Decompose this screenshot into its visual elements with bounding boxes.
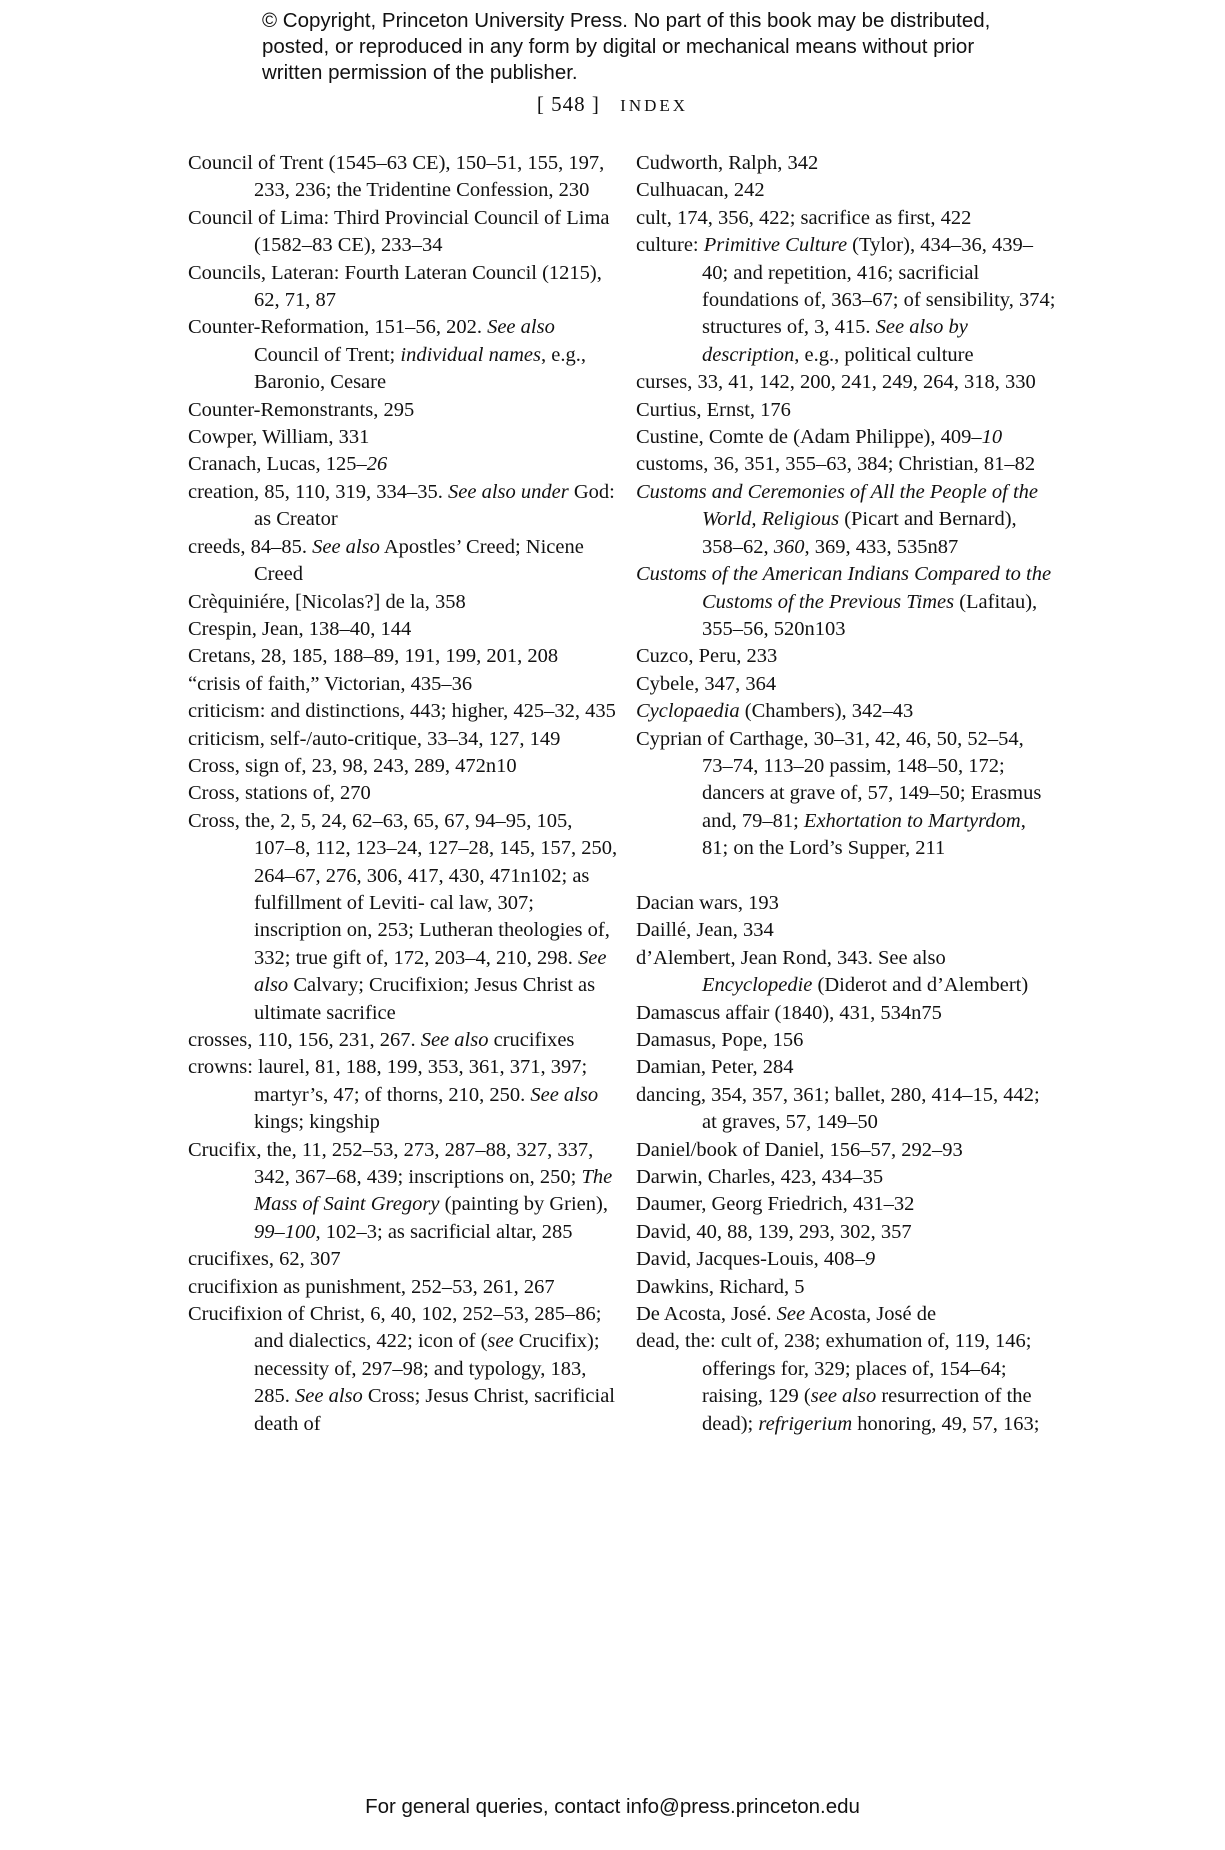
- index-entry-text: Dawkins, Richard, 5: [636, 1275, 805, 1298]
- index-entry: [636, 479, 1056, 561]
- index-entry: [636, 1274, 1056, 1301]
- index-column-left: [188, 150, 618, 1438]
- index-entry-text: customs, 36, 351, 355–63, 384; Christian, 81–82: [636, 453, 1036, 476]
- index-entry: [188, 314, 618, 396]
- index-entry: [188, 1027, 618, 1054]
- index-entry: [636, 1328, 1056, 1438]
- index-entry-text: Daillé, Jean, 334: [636, 919, 774, 942]
- index-entry-text: 9: [864, 1248, 876, 1271]
- index-entry-text: (Picart and Bernard), 358–62,: [702, 508, 1017, 558]
- index-entry: [636, 397, 1056, 424]
- index-entry: [188, 1137, 618, 1247]
- section-gap: [636, 863, 1056, 890]
- index-entry: [188, 451, 618, 478]
- index-entry-text: kings; kingship: [254, 1111, 380, 1134]
- index-entry-text: Cross, sign of, 23, 98, 243, 289, 472n10: [188, 754, 517, 777]
- index-entry: [636, 177, 1056, 204]
- index-entry-text: Cyprian of Carthage, 30–31, 42, 46, 50, 52–54, 73–74, 113–20 passim, 148–50, 172; dancers at grave of, 57, 149–50; Erasmus and, 79–81;: [636, 727, 1042, 832]
- index-entry-text: Cudworth, Ralph, 342: [636, 152, 819, 174]
- index-entry-text: Counter-Reformation, 151–56, 202.: [188, 316, 488, 339]
- index-entry-text: De Acosta, José.: [636, 1303, 777, 1326]
- index-entry-text: crowns: laurel, 81, 188, 199, 353, 361, 371, 397; martyr’s, 47; of thorns, 210, 250.: [188, 1056, 588, 1106]
- index-entry-text: Crèquiniére, [Nicolas?] de la, 358: [188, 590, 466, 613]
- index-entry-text: (Diderot and d’Alembert): [812, 974, 1029, 997]
- index-entry-text: See also: [530, 1083, 599, 1106]
- index-entry-text: Apostles’ Creed; Nicene Creed: [254, 535, 584, 586]
- index-entry-text: Daumer, Georg Friedrich, 431–32: [636, 1193, 915, 1216]
- index-entry-text: Damasus, Pope, 156: [636, 1028, 804, 1051]
- index-entry-text: Darwin, Charles, 423, 434–35: [636, 1166, 884, 1189]
- index-entry-text: See also: [420, 1029, 489, 1051]
- index-entry-text: David, 40, 88, 139, 293, 302, 357: [636, 1220, 912, 1243]
- index-entry-text: Cuzco, Peru, 233: [636, 645, 778, 668]
- index-entry: [636, 561, 1056, 643]
- index-entry-text: Acosta, José de: [805, 1303, 937, 1326]
- index-entry-text: The Mass of Saint Gregory: [254, 1166, 613, 1216]
- footer-contact: For general queries, contact info@press.princeton.edu: [365, 1795, 860, 1818]
- index-entry-text: cult, 174, 356, 422; sacrifice as first, 422: [636, 206, 972, 229]
- index-entry: [636, 1219, 1056, 1246]
- index-entry-text: (Lafitau), 355–56, 520n103: [702, 590, 1038, 640]
- index-entry-text: “crisis of faith,” Victorian, 435–36: [188, 672, 473, 695]
- index-entry-text: , e.g., Baronio, Cesare: [254, 343, 586, 394]
- index-entry: [636, 1164, 1056, 1191]
- index-entry-text: Councils, Lateran: Fourth Lateran Council (1215), 62, 71, 87: [188, 261, 602, 312]
- index-entry-text: (painting by Grien),: [439, 1193, 608, 1216]
- index-entry-text: curses, 33, 41, 142, 200, 241, 249, 264, 318, 330: [636, 371, 1036, 394]
- index-entry-text: , 369, 433, 535n87: [804, 535, 959, 558]
- index-entry: [636, 1301, 1056, 1328]
- index-entry-text: , 81; on the Lord’s Supper, 211: [702, 809, 1026, 860]
- index-entry: [188, 424, 618, 451]
- index-entry: [188, 1301, 618, 1438]
- index-entry-text: See also: [312, 535, 380, 558]
- index-entry: [188, 589, 618, 616]
- index-entry: [636, 1054, 1056, 1081]
- index-entry: [636, 890, 1056, 917]
- index-entry-text: dead, the: cult of, 238; exhumation of, 119, 146; offerings for, 329; places of, 154–64; raising, 129 (: [636, 1330, 1032, 1408]
- index-entry: [636, 726, 1056, 863]
- index-entry-text: resurrection of the dead);: [702, 1385, 1032, 1435]
- index-entry: [636, 451, 1056, 478]
- index-entry-text: criticism, self-/auto-critique, 33–34, 127, 149: [188, 727, 561, 750]
- index-entry: [188, 726, 618, 753]
- index-entry: [636, 150, 1056, 177]
- index-entry: [636, 205, 1056, 232]
- index-entry-text: (Tylor), 434–36, 439–40; and repetition, 416; sacrificial foundations of, 363–67; of sensibility, 374; structures of, 3, 415.: [702, 234, 1056, 339]
- index-entry: [636, 369, 1056, 396]
- index-entry-text: see also: [810, 1385, 877, 1408]
- index-entry-text: Crucifix); necessity of, 297–98; and typology, 183, 285.: [254, 1330, 600, 1408]
- index-entry-text: God: as Creator: [254, 480, 615, 531]
- index-entry-text: Crespin, Jean, 138–40, 144: [188, 617, 412, 640]
- index-entry-text: Encyclopedie: [702, 974, 813, 997]
- index-entry: [188, 643, 618, 670]
- index-entry-text: Cretans, 28, 185, 188–89, 191, 199, 201, 208: [188, 645, 559, 668]
- index-entry-text: Damian, Peter, 284: [636, 1056, 794, 1079]
- index-entry-text: See also under: [448, 480, 569, 503]
- index-entry-text: Cyclopaedia: [636, 700, 740, 723]
- index-entry-text: crucifixion as punishment, 252–53, 261, 267: [188, 1275, 555, 1298]
- index-entry-text: Curtius, Ernst, 176: [636, 398, 791, 421]
- index-entry-text: Council of Lima: Third Provincial Council of Lima (1582–83 CE), 233–34: [188, 206, 610, 257]
- index-entry-text: Cross, stations of, 270: [188, 782, 371, 805]
- section-title: INDEX: [620, 96, 689, 115]
- index-entry-text: Custine, Comte de (Adam Philippe), 409–: [636, 426, 982, 449]
- index-entry: [188, 671, 618, 698]
- index-entry-text: See also: [487, 316, 555, 339]
- index-entry-text: d’Alembert, Jean Rond, 343. See also: [636, 946, 946, 969]
- index-entry-text: Counter-Remonstrants, 295: [188, 398, 415, 421]
- index-entry-text: Council of Trent (1545–63 CE), 150–51, 155, 197, 233, 236; the Tridentine Confession, 230: [188, 152, 605, 202]
- index-entry-text: See: [776, 1303, 806, 1326]
- index-entry: [636, 232, 1056, 369]
- index-entry-text: Council of Trent;: [254, 343, 401, 366]
- index-entry: [188, 616, 618, 643]
- index-column-right: [636, 150, 1056, 1438]
- index-entry-text: crucifixes: [488, 1029, 575, 1051]
- index-entry-text: Calvary; Crucifixion; Jesus Christ as ultimate sacrifice: [254, 974, 596, 1024]
- index-entry-text: individual names: [400, 343, 542, 366]
- index-entry: [188, 753, 618, 780]
- index-entry-text: crucifixes, 62, 307: [188, 1248, 341, 1271]
- index-entry-text: Exhortation to Martyrdom: [803, 809, 1021, 832]
- index-entry: [636, 1082, 1056, 1137]
- index-entry: [188, 698, 618, 725]
- index-entry: [636, 1137, 1056, 1164]
- index-entry: [636, 424, 1056, 451]
- running-head: [0, 92, 1225, 117]
- index-entry: [636, 945, 1056, 1000]
- index-entry-text: culture:: [636, 234, 704, 257]
- index-entry-text: Culhuacan, 242: [636, 179, 765, 202]
- index-entry: [636, 1191, 1056, 1218]
- index-entry-text: crosses, 110, 156, 231, 267.: [188, 1029, 421, 1051]
- index-entry-text: dancing, 354, 357, 361; ballet, 280, 414–15, 442; at graves, 57, 149–50: [636, 1083, 1040, 1134]
- index-entry-text: Cross; Jesus Christ, sacrificial death of: [254, 1385, 615, 1435]
- index-entry: [636, 643, 1056, 670]
- index-entry: [188, 397, 618, 424]
- index-entry-text: David, Jacques-Louis, 408–: [636, 1248, 865, 1271]
- index-entry: [636, 671, 1056, 698]
- index-entry-text: Cybele, 347, 364: [636, 672, 777, 695]
- index-entry: [188, 260, 618, 315]
- index-entry: [636, 1000, 1056, 1027]
- index-entry-text: , e.g., political culture: [794, 343, 974, 366]
- index-entry-text: creation, 85, 110, 319, 334–35.: [188, 480, 449, 503]
- index-entry: [636, 1027, 1056, 1054]
- index-entry-text: Crucifixion of Christ, 6, 40, 102, 252–53, 285–86; and dialectics, 422; icon of (: [188, 1303, 602, 1353]
- page-number: [ 548 ]: [536, 92, 600, 116]
- index-entry-text: Customs of the American Indians Compared to the Customs of the Previous Times: [636, 563, 1052, 613]
- index-entry: [636, 917, 1056, 944]
- index-entry-text: honoring, 49, 57, 163;: [852, 1412, 1040, 1435]
- index-entry-text: Cowper, William, 331: [188, 426, 370, 449]
- index-entry-text: see: [487, 1330, 514, 1353]
- index-entry: [636, 698, 1056, 725]
- copyright-notice: © Copyright, Princeton University Press. No part of this book may be distributed, posted, or reproduced in any form by digital or mechanical means without prior written permission of the publisher.: [262, 9, 991, 84]
- index-entry-text: See also: [295, 1385, 363, 1408]
- index-entry-text: criticism: and distinctions, 443; higher, 425–32, 435: [188, 700, 616, 723]
- index-entry-text: refrigerium: [758, 1412, 853, 1435]
- index-entry: [188, 150, 618, 205]
- index-entry: [188, 1274, 618, 1301]
- index-entry: [188, 534, 618, 589]
- index-entry-text: See also: [254, 946, 607, 997]
- index-entry-text: , 102–3; as sacrificial altar, 285: [315, 1220, 573, 1243]
- index-entry-text: Cross, the, 2, 5, 24, 62–63, 65, 67, 94–95, 105, 107–8, 112, 123–24, 127–28, 145, 157, 250, 264–67, 276, 306, 417, 430, 471n102; as fulfillment of Leviti- cal law, 307; inscription on, 253; Lutheran theologies of, 332; true gift of, 172, 203–4, 210, 298.: [188, 809, 618, 969]
- index-entry-text: 10: [981, 426, 1003, 449]
- index-entry-text: Daniel/book of Daniel, 156–57, 292–93: [636, 1138, 963, 1161]
- index-entry-text: Crucifix, the, 11, 252–53, 273, 287–88, 327, 337, 342, 367–68, 439; inscriptions on, 250;: [188, 1138, 594, 1189]
- index-entry-text: Customs and Ceremonies of All the People of the World, Religious: [636, 480, 1038, 531]
- index-entry-text: Cranach, Lucas, 125–: [188, 453, 367, 476]
- index-entry-text: Dacian wars, 193: [636, 891, 779, 914]
- index-entry-text: (Chambers), 342–43: [739, 700, 914, 723]
- index-entry-text: Damascus affair (1840), 431, 534n75: [636, 1001, 942, 1024]
- index-entry: [188, 205, 618, 260]
- index-entry-text: 360: [773, 535, 805, 558]
- index-entry-text: 99–100: [254, 1220, 316, 1243]
- index-entry-text: creeds, 84–85.: [188, 535, 313, 558]
- index-entry: [188, 479, 618, 534]
- index-entry-text: Primitive Culture: [703, 234, 848, 257]
- index-entry: [188, 1054, 618, 1136]
- index-entry-text: See also by description: [702, 316, 968, 366]
- index-entry: [188, 808, 618, 1027]
- index-entry: [188, 780, 618, 807]
- index-entry-text: 26: [366, 453, 388, 476]
- index-entry: [636, 1246, 1056, 1273]
- index-entry: [188, 1246, 618, 1273]
